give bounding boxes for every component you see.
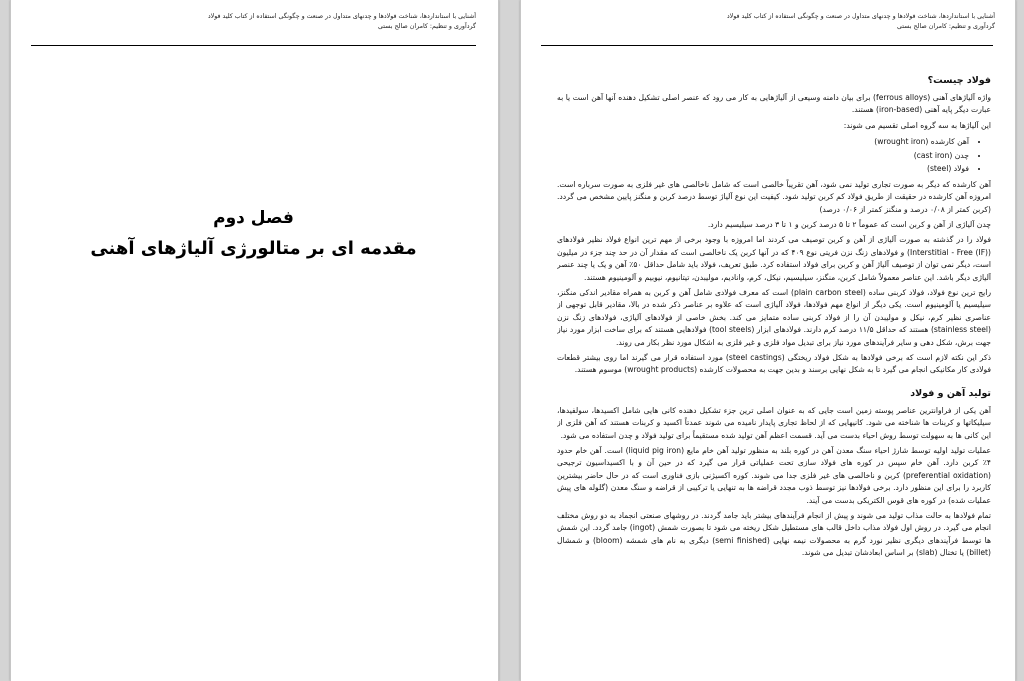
running-head-line-1: آشنایی با استانداردها، شناخت فولادها و چدنهای متداول در صنعت و چگونگی استفاده از کتاب کلید فولاد [207, 13, 476, 20]
chapter-heading [31, 205, 476, 263]
header-rule [541, 45, 993, 46]
bullet-list [557, 135, 991, 176]
chapter-title: مقدمه ای بر متالورژی آلیاژهای آهنی [90, 238, 417, 259]
paragraph: عملیات تولید اولیه توسط شارژ احیاء سنگ معدن آهن در کوره بلند به منظور تولید آهن خام مایع (liquid pig iron) است. آهن خام حدود ۴٪ کربن دارد. آهن خام سپس در کوره های فولاد سازی تحت عملیاتی قرار می گیرد که در حین آن و با اکسیداسیون ترجیحی (preferential oxidation) کربن و ناخالصی های غیر فلزی جدا می شوند. کوره اکسیژنی بازی فناوری است که در حال حاضر بیشترین کاربرد را برای این منظور دارد. برخی فولادها نیز توسط ذوب مجدد قراضه ها به تنهایی یا ترکیبی از قراضه و سنگ معدن (گلوله های پیش عملیات شده) در کوره های قوس الکتریکی بدست می آیند. [557, 446, 991, 505]
chapter-number: فصل دوم [213, 208, 294, 228]
section-title: تولید آهن و فولاد [910, 387, 991, 399]
running-head-line-2: گردآوری و تنظیم: کامران صالح بستی [896, 23, 995, 30]
right-page [520, 0, 1016, 681]
paragraph: آهن یکی از فراوانترین عناصر پوسته زمین است جایی که به عنوان اصلی ترین جزء تشکیل دهنده کانی هایی شامل اکسیدها، سولفیدها، سیلیکاتها و کربنات ها شناخته می شود. کانیهایی که از لحاظ تجاری پایدار نامیده می شوند عمدتاً اکسید و کربنات هستند که آهن فلزی از این کانی ها به سهولت توسط روش احیاء بدست می آید. قسمت اعظم آهن تولید شده مستقیماً برای تولید فولاد و چدن استفاده می شود. [557, 405, 991, 440]
running-head [595, 12, 995, 32]
list-item: • آهن کارشده (wrought iron) [557, 135, 969, 149]
left-page [10, 0, 499, 681]
header-rule [31, 45, 476, 46]
paragraph: ذکر این نکته لازم است که برخی فولادها به شکل فولاد ریختگی (steel castings) مورد استفاده قرار می گیرند اما روی بیشتر قطعات فولادی کار مکانیکی انجام می گیرد تا به شکل نهایی برسند و بدین جهت به محصولات کارشده (wrought products) موسوم هستند. [557, 353, 991, 375]
list-item: • چدن (cast iron) [557, 149, 969, 163]
paragraph: تمام فولادها به حالت مذاب تولید می شوند و پیش از انجام فرآیندهای بیشتر باید جامد گردند. در روشهای صنعتی انجماد به دو روش مختلف انجام می گیرد. در روش اول فولاد مذاب داخل قالب های مستطیل شکل ریخته می شود تا بصورت شمش (ingot) جامد گردد. این شمش ها توسط فرآیندهای دیگری نظیر نورد گرم به محصولات نیمه نهایی (semi finished) دیگری به نام های شمشه (bloom) و شمشال (billet) یا تختال (slab) بر اساس ابعادشان تبدیل می شوند. [557, 511, 991, 558]
paragraph: رایج ترین نوع فولاد، فولاد کربنی ساده (plain carbon steel) است که معرف فولادی شامل آهن و کربن به همراه مقادیر اندکی منگنز، سیلیسیم یا آلومینیوم است. یکی دیگر از انواع مهم فولادها، فولاد آلیاژی است که علاوه بر عناصر ذکر شده در بالا، مقادیر قابل توجهی از عناصری نظیر کرم، نیکل و مولیبدن آن را از فولاد کربنی ساده متمایز می کند. بخش خاصی از فولادهای آلیاژی، فولادهای زنگ نزن (stainless steel) هستند که حداقل ۱۱/۵ درصد کرم دارند. فولادهای ابزار (tool steels) فولادهایی هستند که برای ساخت ابزار مورد نیاز جهت برش، شکل دهی و سایر فرآیندهای مورد نیاز برای تبدیل مواد فلزی و غیر فلزی به اشکال مورد نظر بکار می روند. [557, 287, 991, 347]
running-head-line-2: گردآوری و تنظیم: کامران صالح بستی [377, 23, 476, 30]
running-head-line-1: آشنایی با استانداردها، شناخت فولادها و چدنهای متداول در صنعت و چگونگی استفاده از کتاب کلید فولاد [726, 13, 995, 20]
running-head [36, 12, 476, 32]
paragraph: فولاد را در گذشته به صورت آلیاژی از آهن و کربن توصیف می کردند اما امروزه با وجود برخی از مهم ترین انواع فولاد نظیر فولادهای (Interstitial - Free (IF)) و فولادهای زنگ نزن فریتی نوع ۴۰۹ که در آنها کربن یک ناخالصی است که مقدار آن در حد چند جزء در میلیون است، دیگر نمی توان از توصیف آلیاژ آهن و کربن برای فولاد استفاده کرد. طبق تعریف، فولاد باید شامل حداقل ۵۰٪ آهن و یک یا چند عنصر آلیاژی دیگر باشد. این عناصر معمولاً شامل کربن، منگنز، سیلیسیم، نیکل، کرم، وانادیم، مولیبدن، تیتانیوم، نیوبیم و آلومینیوم هستند. [557, 235, 991, 282]
paragraph: واژه آلیاژهای آهنی (ferrous alloys) برای بیان دامنه وسیعی از آلیاژهایی به کار می رود که عنصر اصلی تشکیل دهنده آنها آهن است یا به عبارت دیگر پایه آهنی (iron-based) هستند. [557, 93, 991, 115]
section-title: فولاد چیست؟ [927, 75, 991, 86]
list-item: • فولاد (steel) [557, 162, 969, 176]
paragraph: این آلیاژها به سه گروه اصلی تقسیم می شوند: [843, 120, 991, 130]
paragraph: آهن کارشده که دیگر به صورت تجاری تولید نمی شود، آهن تقریباً خالصی است که شامل ناخالصی های غیر فلزی به صورت سرباره است. امروزه آهن کارشده در حقیقت از طریق فولاد کم کربن تولید شود. کیفیت این نوع آلیاژ توسط درصد کربن و منگنز پایین مشخص می گردد. (کربن کمتر از ۰/۰۸ درصد و منگنز کمتر از ۰/۰۶ درصد) [557, 179, 991, 214]
paragraph: چدن آلیاژی از آهن و کربن است که عموماً ۲ تا ۵ درصد کربن و ۱ تا ۳ درصد سیلیسیم دارد. [707, 219, 991, 229]
page-body [557, 74, 991, 681]
